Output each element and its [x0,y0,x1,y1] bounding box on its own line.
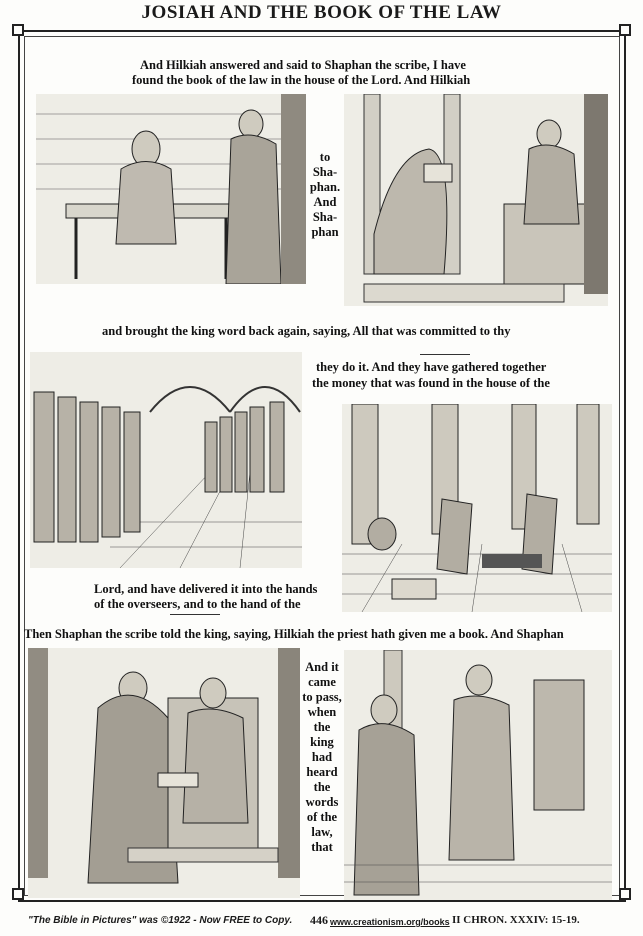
corner-ornament-bottom-left [12,888,24,900]
panel2-bottom-line2: of the overseers, and to the hand of the [94,597,301,611]
panel3-column-line: that [311,840,333,854]
ornamental-rule-bottom [170,614,220,615]
panel3-column-line: came [308,675,336,689]
corner-ornament-top-right [619,24,631,36]
panel2-right-line2: the money that was found in the house of the [312,376,550,390]
panel3-column-line: law, [311,825,333,839]
page-title: JOSIAH AND THE BOOK OF THE LAW [141,2,502,23]
illustration-crowd-in-temple [30,352,302,568]
panel2-caption: and brought the king word back again, saying, All that was committed to thy [102,324,511,338]
illustration-counting-money [342,404,612,612]
panel1-column-line: to [319,150,331,164]
scripture-reference: II CHRON. XXXIV: 15-19. [452,914,580,926]
panel3-column-line: king [310,735,334,749]
panel1-caption-line2: found the book of the law in the house of the Lord. And Hilkiah [132,73,471,87]
footer-copyright: "The Bible in Pictures" was ©1922 - Now FREE to Copy. [28,915,293,926]
footer-url-link[interactable]: www.creationism.org/books [330,917,450,927]
panel3-column-text [300,660,344,855]
illustration-shaphan-reading [344,94,608,306]
panel1-column-line: And [313,195,337,209]
panel3-column-line: words [305,795,339,809]
panel3-caption: Then Shaphan the scribe told the king, saying, Hilkiah the priest hath given me a book. And Shaphan [24,627,564,641]
illustration-king-rends-clothes [344,650,612,900]
panel3-column-line: to pass, [302,690,342,704]
illustration-hilkiah-at-desk [36,94,306,284]
panel1-column-text [306,150,344,240]
corner-ornament-top-left [12,24,24,36]
panel1-caption-line1: And Hilkiah answered and said to Shaphan the scribe, I have [140,58,466,72]
illustration-shaphan-before-king [28,648,300,898]
panel1-column-line: phan. [309,180,341,194]
panel3-column-line: of the [306,810,338,824]
panel1-column-line: Sha- [312,210,338,224]
panel3-column-line: the [313,720,331,734]
panel3-column-line: the [313,780,331,794]
ornamental-rule [420,354,470,355]
panel3-column-line: heard [306,765,338,779]
panel1-column-line: phan [311,225,339,239]
panel3-column-line: when [307,705,337,719]
panel2-right-line1: they do it. And they have gathered together [316,360,547,374]
corner-ornament-bottom-right [619,888,631,900]
panel3-column-line: had [311,750,333,764]
page-number: 446 [310,913,328,927]
panel1-column-line: Sha- [312,165,338,179]
panel2-bottom-line1: Lord, and have delivered it into the hands [94,582,318,596]
panel3-column-line: And it [305,660,339,674]
